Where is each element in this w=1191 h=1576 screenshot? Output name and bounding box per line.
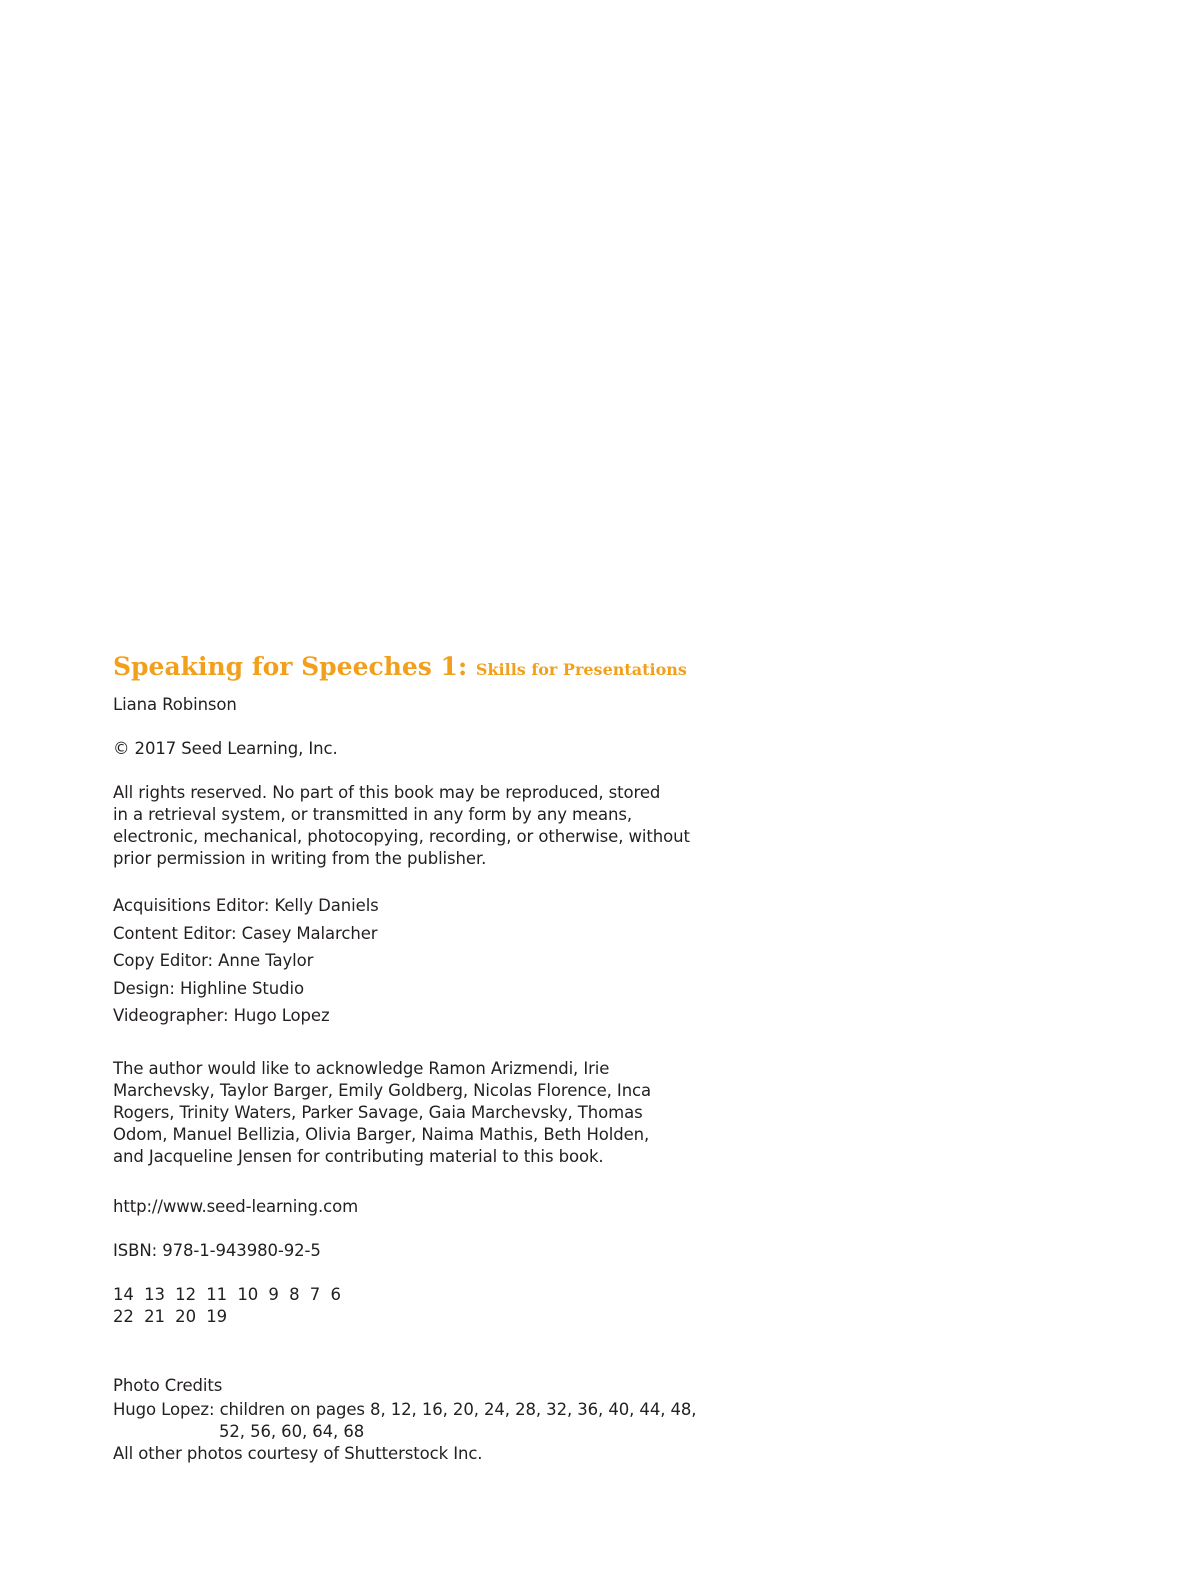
rights-line: electronic, mechanical, photocopying, recording, or otherwise, without	[113, 827, 690, 846]
credit-videographer: Videographer: Hugo Lopez	[113, 1006, 330, 1025]
acknowledgement-line: Marchevsky, Taylor Barger, Emily Goldberg, Nicolas Florence, Inca	[113, 1080, 652, 1100]
acknowledgement-line: Rogers, Trinity Waters, Parker Savage, Gaia Marchevsky, Thomas	[113, 1102, 643, 1122]
book-subtitle: Skills for Presentations	[475, 660, 687, 679]
acknowledgement-line: and Jacqueline Jensen for contributing material to this book.	[113, 1146, 604, 1166]
acknowledgement-line: Odom, Manuel Bellizia, Olivia Barger, Naima Mathis, Beth Holden,	[113, 1124, 650, 1144]
rights-line: All rights reserved. No part of this book may be reproduced, stored	[113, 783, 661, 802]
copyright-page	[113, 650, 713, 1465]
rights-line: in a retrieval system, or transmitted in any form by any means,	[113, 805, 633, 824]
book-title	[113, 650, 713, 687]
credit-content-editor: Content Editor: Casey Malarcher	[113, 923, 378, 943]
printing-years: 22 21 20 19	[113, 1306, 228, 1326]
photo-credit-line: Hugo Lopez: children on pages 8, 12, 16, 20, 24, 28, 32, 36, 40, 44, 48,	[113, 1399, 697, 1419]
isbn: ISBN: 978-1-943980-92-5	[113, 1240, 321, 1260]
photo-credit-other: All other photos courtesy of Shutterstock Inc.	[113, 1443, 483, 1463]
printing-numbers: 14 13 12 11 10 9 8 7 6	[113, 1284, 341, 1304]
credit-acquisitions-editor: Acquisitions Editor: Kelly Daniels	[113, 896, 379, 915]
staff-credits	[113, 892, 713, 1030]
acknowledgement-line: The author would like to acknowledge Ramon Arizmendi, Irie	[113, 1058, 610, 1078]
author-name: Liana Robinson	[113, 695, 237, 714]
credit-copy-editor: Copy Editor: Anne Taylor	[113, 951, 314, 970]
rights-paragraph	[113, 782, 713, 870]
publisher-url: http://www.seed-learning.com	[113, 1196, 359, 1216]
photo-credits-heading: Photo Credits	[113, 1375, 223, 1395]
book-title-main: Speaking for Speeches 1:	[113, 652, 468, 681]
acknowledgement-paragraph	[113, 1058, 713, 1168]
printing-line	[113, 1284, 713, 1328]
credit-design: Design: Highline Studio	[113, 978, 304, 998]
photo-credit-line-continued: 52, 56, 60, 64, 68	[219, 1421, 365, 1441]
copyright-notice: © 2017 Seed Learning, Inc.	[113, 739, 338, 758]
rights-line: prior permission in writing from the publisher.	[113, 849, 487, 868]
